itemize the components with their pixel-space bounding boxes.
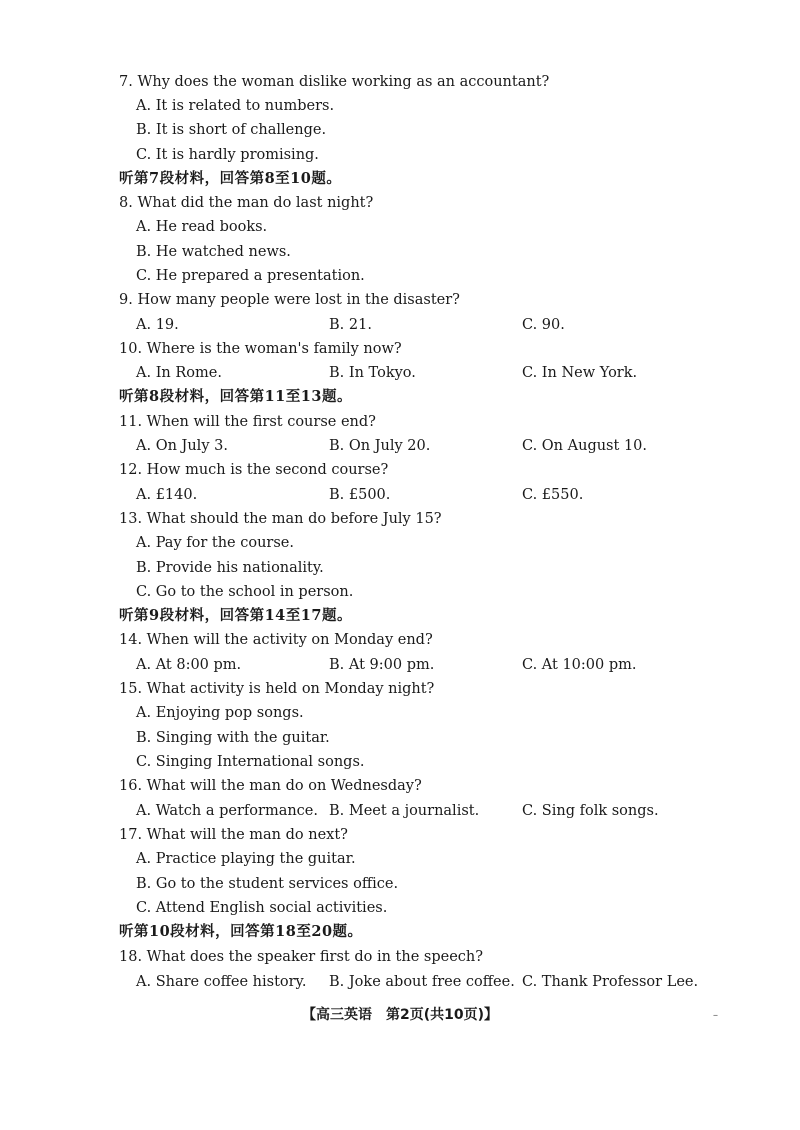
question-16 bbox=[119, 776, 422, 796]
option-14a: A. At 8:00 pm. bbox=[136, 657, 242, 673]
question-text: Why does the woman dislike working as an accountant? bbox=[137, 74, 550, 90]
option-14c: C. At 10:00 pm. bbox=[522, 657, 637, 673]
section-heading-8: 听第8段材料，回答第11至13题。 bbox=[119, 388, 352, 405]
option-7c: C. It is hardly promising. bbox=[136, 147, 319, 163]
option-12a: A. £140. bbox=[136, 487, 198, 503]
option-8c: C. He prepared a presentation. bbox=[136, 268, 365, 284]
question-text: How many people were lost in the disaster? bbox=[137, 292, 460, 308]
option-11a: A. On July 3. bbox=[136, 438, 228, 454]
question-number: 14. bbox=[119, 632, 143, 648]
question-15 bbox=[119, 679, 434, 699]
question-13 bbox=[119, 509, 442, 529]
question-number: 15. bbox=[119, 681, 143, 697]
question-text: What will the man do on Wednesday? bbox=[146, 778, 422, 794]
option-18b: B. Joke about free coffee. bbox=[329, 974, 515, 990]
option-13b: B. Provide his nationality. bbox=[136, 560, 324, 576]
question-text: What did the man do last night? bbox=[137, 195, 374, 211]
option-10b: B. In Tokyo. bbox=[329, 365, 416, 381]
corner-mark: – bbox=[713, 1010, 718, 1021]
question-14 bbox=[119, 630, 433, 650]
section-heading-10: 听第10段材料，回答第18至20题。 bbox=[119, 923, 363, 940]
option-14b: B. At 9:00 pm. bbox=[329, 657, 435, 673]
question-number: 12. bbox=[119, 462, 143, 478]
option-10a: A. In Rome. bbox=[136, 365, 222, 381]
question-12 bbox=[119, 460, 388, 480]
question-18 bbox=[119, 947, 483, 967]
option-7a: A. It is related to numbers. bbox=[136, 98, 335, 114]
option-9b: B. 21. bbox=[329, 317, 372, 333]
option-18c: C. Thank Professor Lee. bbox=[522, 974, 699, 990]
option-16b: B. Meet a journalist. bbox=[329, 803, 480, 819]
option-15b: B. Singing with the guitar. bbox=[136, 730, 330, 746]
question-number: 13. bbox=[119, 511, 143, 527]
question-9 bbox=[119, 290, 460, 310]
question-number: 9. bbox=[119, 292, 133, 308]
option-11b: B. On July 20. bbox=[329, 438, 431, 454]
option-9c: C. 90. bbox=[522, 317, 565, 333]
option-11c: C. On August 10. bbox=[522, 438, 647, 454]
question-11 bbox=[119, 412, 376, 432]
question-text: How much is the second course? bbox=[146, 462, 389, 478]
question-17 bbox=[119, 825, 348, 845]
question-text: What will the man do next? bbox=[146, 827, 348, 843]
question-text: Where is the woman's family now? bbox=[146, 341, 402, 357]
option-10c: C. In New York. bbox=[522, 365, 638, 381]
question-text: When will the first course end? bbox=[146, 414, 376, 430]
question-text: What activity is held on Monday night? bbox=[146, 681, 435, 697]
option-15c: C. Singing International songs. bbox=[136, 754, 365, 770]
option-18a: A. Share coffee history. bbox=[136, 974, 307, 990]
option-16c: C. Sing folk songs. bbox=[522, 803, 659, 819]
page-footer: 【高三英语 第2页(共10页)】 bbox=[301, 1007, 499, 1023]
option-12b: B. £500. bbox=[329, 487, 391, 503]
option-8a: A. He read books. bbox=[136, 219, 268, 235]
option-15a: A. Enjoying pop songs. bbox=[136, 705, 304, 721]
question-number: 16. bbox=[119, 778, 143, 794]
question-7 bbox=[119, 72, 549, 92]
section-heading-9: 听第9段材料，回答第14至17题。 bbox=[119, 607, 352, 624]
section-heading-7: 听第7段材料，回答第8至10题。 bbox=[119, 170, 342, 187]
question-number: 18. bbox=[119, 949, 143, 965]
question-number: 17. bbox=[119, 827, 143, 843]
option-13c: C. Go to the school in person. bbox=[136, 584, 354, 600]
option-8b: B. He watched news. bbox=[136, 244, 291, 260]
question-text: What does the speaker first do in the speech? bbox=[146, 949, 484, 965]
question-number: 11. bbox=[119, 414, 143, 430]
question-number: 7. bbox=[119, 74, 133, 90]
option-12c: C. £550. bbox=[522, 487, 584, 503]
question-8 bbox=[119, 193, 373, 213]
question-text: What should the man do before July 15? bbox=[146, 511, 442, 527]
question-text: When will the activity on Monday end? bbox=[146, 632, 433, 648]
option-17c: C. Attend English social activities. bbox=[136, 900, 388, 916]
question-number: 10. bbox=[119, 341, 143, 357]
option-7b: B. It is short of challenge. bbox=[136, 122, 327, 138]
option-17b: B. Go to the student services office. bbox=[136, 876, 399, 892]
question-number: 8. bbox=[119, 195, 133, 211]
option-13a: A. Pay for the course. bbox=[136, 535, 294, 551]
option-9a: A. 19. bbox=[136, 317, 179, 333]
option-17a: A. Practice playing the guitar. bbox=[136, 851, 356, 867]
option-16a: A. Watch a performance. bbox=[136, 803, 318, 819]
question-10 bbox=[119, 339, 402, 359]
